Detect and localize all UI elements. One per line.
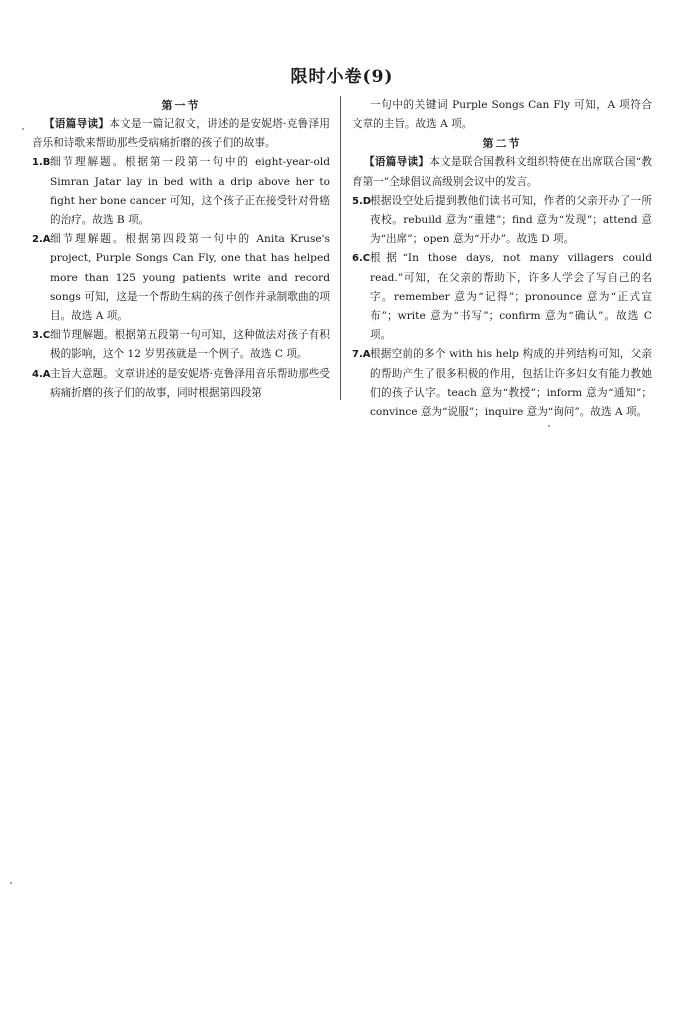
reading-guide-2 — [352, 153, 652, 191]
answer-number: 2.A — [32, 234, 51, 246]
answer-explanation: 细节理解题。根据第一段第一句中的 eight-year-old Simran Jatar lay in bed with a drip above her to fight her bone cancer 可知，这个孩子正在接受针对骨癌的治疗。故选 B 项。 — [50, 156, 330, 227]
answer-number: 6.C — [352, 253, 371, 265]
answer-item — [32, 365, 330, 403]
answer-item — [352, 249, 652, 345]
guide-text: 本文是一篇记叙文，讲述的是安妮塔·克鲁泽用音乐和诗歌来帮助那些受病痛折磨的孩子们的故事。 — [32, 118, 331, 150]
guide-tag: 【语篇导读】 — [364, 156, 430, 169]
answer-explanation: 根据空前的多个 with his help 构成的并列结构可知，父亲的帮助产生了很多积极的作用，包括让许多妇女有能力教她们的孩子认字。teach 意为“教授”；inform 意为“通知”；convince 意为“说服”；inquire 意为“询问”。故选 A 项。 — [370, 348, 652, 419]
answer-number: 1.B — [32, 157, 51, 169]
scan-speck — [548, 425, 550, 427]
answer-item — [32, 230, 330, 326]
section-title-part-1: 第一节 — [161, 99, 201, 112]
answer-explanation: 主旨大意题。文章讲述的是安妮塔·克鲁泽用音乐帮助那些受病痛折磨的孩子们的故事，同时根据第四段第 — [50, 367, 330, 399]
answer-item — [32, 153, 330, 230]
scan-speck — [10, 882, 12, 884]
guide-tag: 【语篇导读】 — [44, 118, 110, 130]
answer-item — [352, 345, 652, 422]
answer-item — [32, 326, 330, 364]
answer-explanation: 根据设空处后提到教他们读书可知，作者的父亲开办了一所夜校。rebuild 意为“重建”；find 意为“发现”；attend 意为“出席”；open 意为“开办”。故选 D 项。 — [370, 194, 652, 246]
answer-explanation: 细节理解题。根据第五段第一句可知，这种做法对孩子有积极的影响，这个 12 岁男孩就是一个例子。故选 C 项。 — [50, 329, 330, 361]
answer-continuation: 一句中的关键词 Purple Songs Can Fly 可知，A 项符合文章的主旨。故选 A 项。 — [352, 99, 652, 131]
guide-text: 本文是联合国教科文组织特使在出席联合国“教育第一”全球倡议高级别会议中的发言。 — [352, 156, 653, 188]
answer-explanation: 根据“In those days, not many villagers could read.”可知，在父亲的帮助下，许多人学会了写自己的名字。remember 意为“记得”；pronounce 意为“正式宣布”；write 意为“书写”；confirm 意为“确认”。故选 C 项。 — [370, 252, 652, 342]
page-title: 限时小卷(9) — [290, 67, 394, 87]
answer-number: 3.C — [32, 330, 51, 342]
answer-explanation: 细节理解题。根据第四段第一句中的 Anita Kruse's project, Purple Songs Can Fly, one that has helped more than 125 young patients write and record songs 可知，这是一个帮助生病的孩子创作并录制歌曲的项目。故选 A 项。 — [50, 233, 330, 323]
answer-number: 7.A — [352, 349, 371, 361]
answer-item — [352, 192, 652, 250]
reading-guide-1 — [32, 115, 330, 153]
left-column — [32, 96, 330, 403]
column-divider — [340, 96, 341, 400]
section-title-part-2: 第二节 — [482, 137, 522, 151]
scan-speck — [22, 128, 24, 130]
answer-number: 4.A — [32, 368, 51, 380]
right-column — [352, 96, 652, 422]
answer-number: 5.D — [352, 195, 372, 207]
